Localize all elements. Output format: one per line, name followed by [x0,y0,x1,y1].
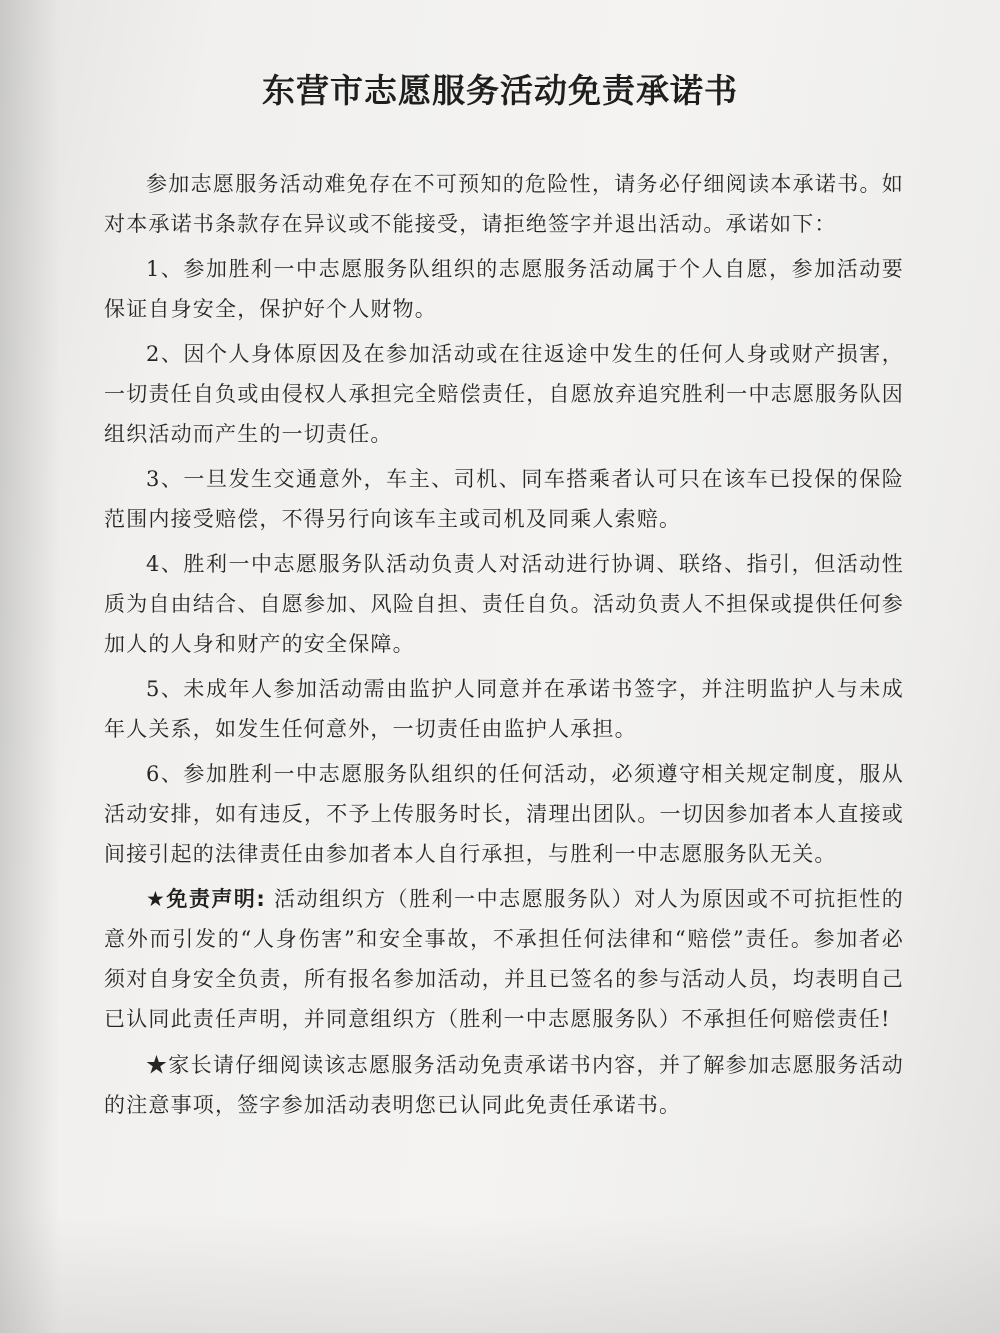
parent-notice-paragraph: ★家长请仔细阅读该志愿服务活动免责承诺书内容，并了解参加志愿服务活动的注意事项，签字参加活动表明您已认同此免责任承诺书。 [104,1053,904,1117]
document-title: 东营市志愿服务活动免责承诺书 [262,71,738,110]
disclaimer-lead: ★免责声明: [146,887,266,911]
clause-6: 6、参加胜利一中志愿服务队组织的任何活动，必须遵守相关规定制度，服从活动安排，如有违反，不予上传服务时长，清理出团队。一切因参加者本人直接或间接引起的法律责任由参加者本人自行承担，与胜利一中志愿服务队无关。 [104,762,904,866]
disclaimer-text: 活动组织方（胜利一中志愿服务队）对人为原因或不可抗拒性的意外而引发的“人身伤害”和安全事故，不承担任何法律和“赔偿”责任。参加者必须对自身安全负责，所有报名参加活动，并且已签名的参与活动人员，均表明自己已认同此责任声明，并同意组织方（胜利一中志愿服务队）不承担任何赔偿责任! [104,887,904,1031]
clause-2: 2、因个人身体原因及在参加活动或在往返途中发生的任何人身或财产损害，一切责任自负或由侵权人承担完全赔偿责任，自愿放弃追究胜利一中志愿服务队因组织活动而产生的一切责任。 [104,342,904,446]
paper-shadow-bottom [0,1213,1000,1333]
disclaimer-paragraph [104,879,904,1039]
clause-1: 1、参加胜利一中志愿服务队组织的志愿服务活动属于个人自愿，参加活动要保证自身安全，保护好个人财物。 [104,257,904,321]
paper-shadow-left [0,0,60,1333]
document-body [104,164,904,1130]
clause-3: 3、一旦发生交通意外，车主、司机、同车搭乘者认可只在该车已投保的保险范围内接受赔偿，不得另行向该车主或司机及同乘人索赔。 [104,467,904,531]
clause-4: 4、胜利一中志愿服务队活动负责人对活动进行协调、联络、指引，但活动性质为自由结合、自愿参加、风险自担、责任自负。活动负责人不担保或提供任何参加人的人身和财产的安全保障。 [104,552,904,656]
intro-paragraph: 参加志愿服务活动难免存在不可预知的危险性，请务必仔细阅读本承诺书。如对本承诺书条款存在异议或不能接受，请拒绝签字并退出活动。承诺如下： [104,172,904,236]
clause-5: 5、未成年人参加活动需由监护人同意并在承诺书签字，并注明监护人与未成年人关系，如发生任何意外，一切责任由监护人承担。 [104,677,904,741]
